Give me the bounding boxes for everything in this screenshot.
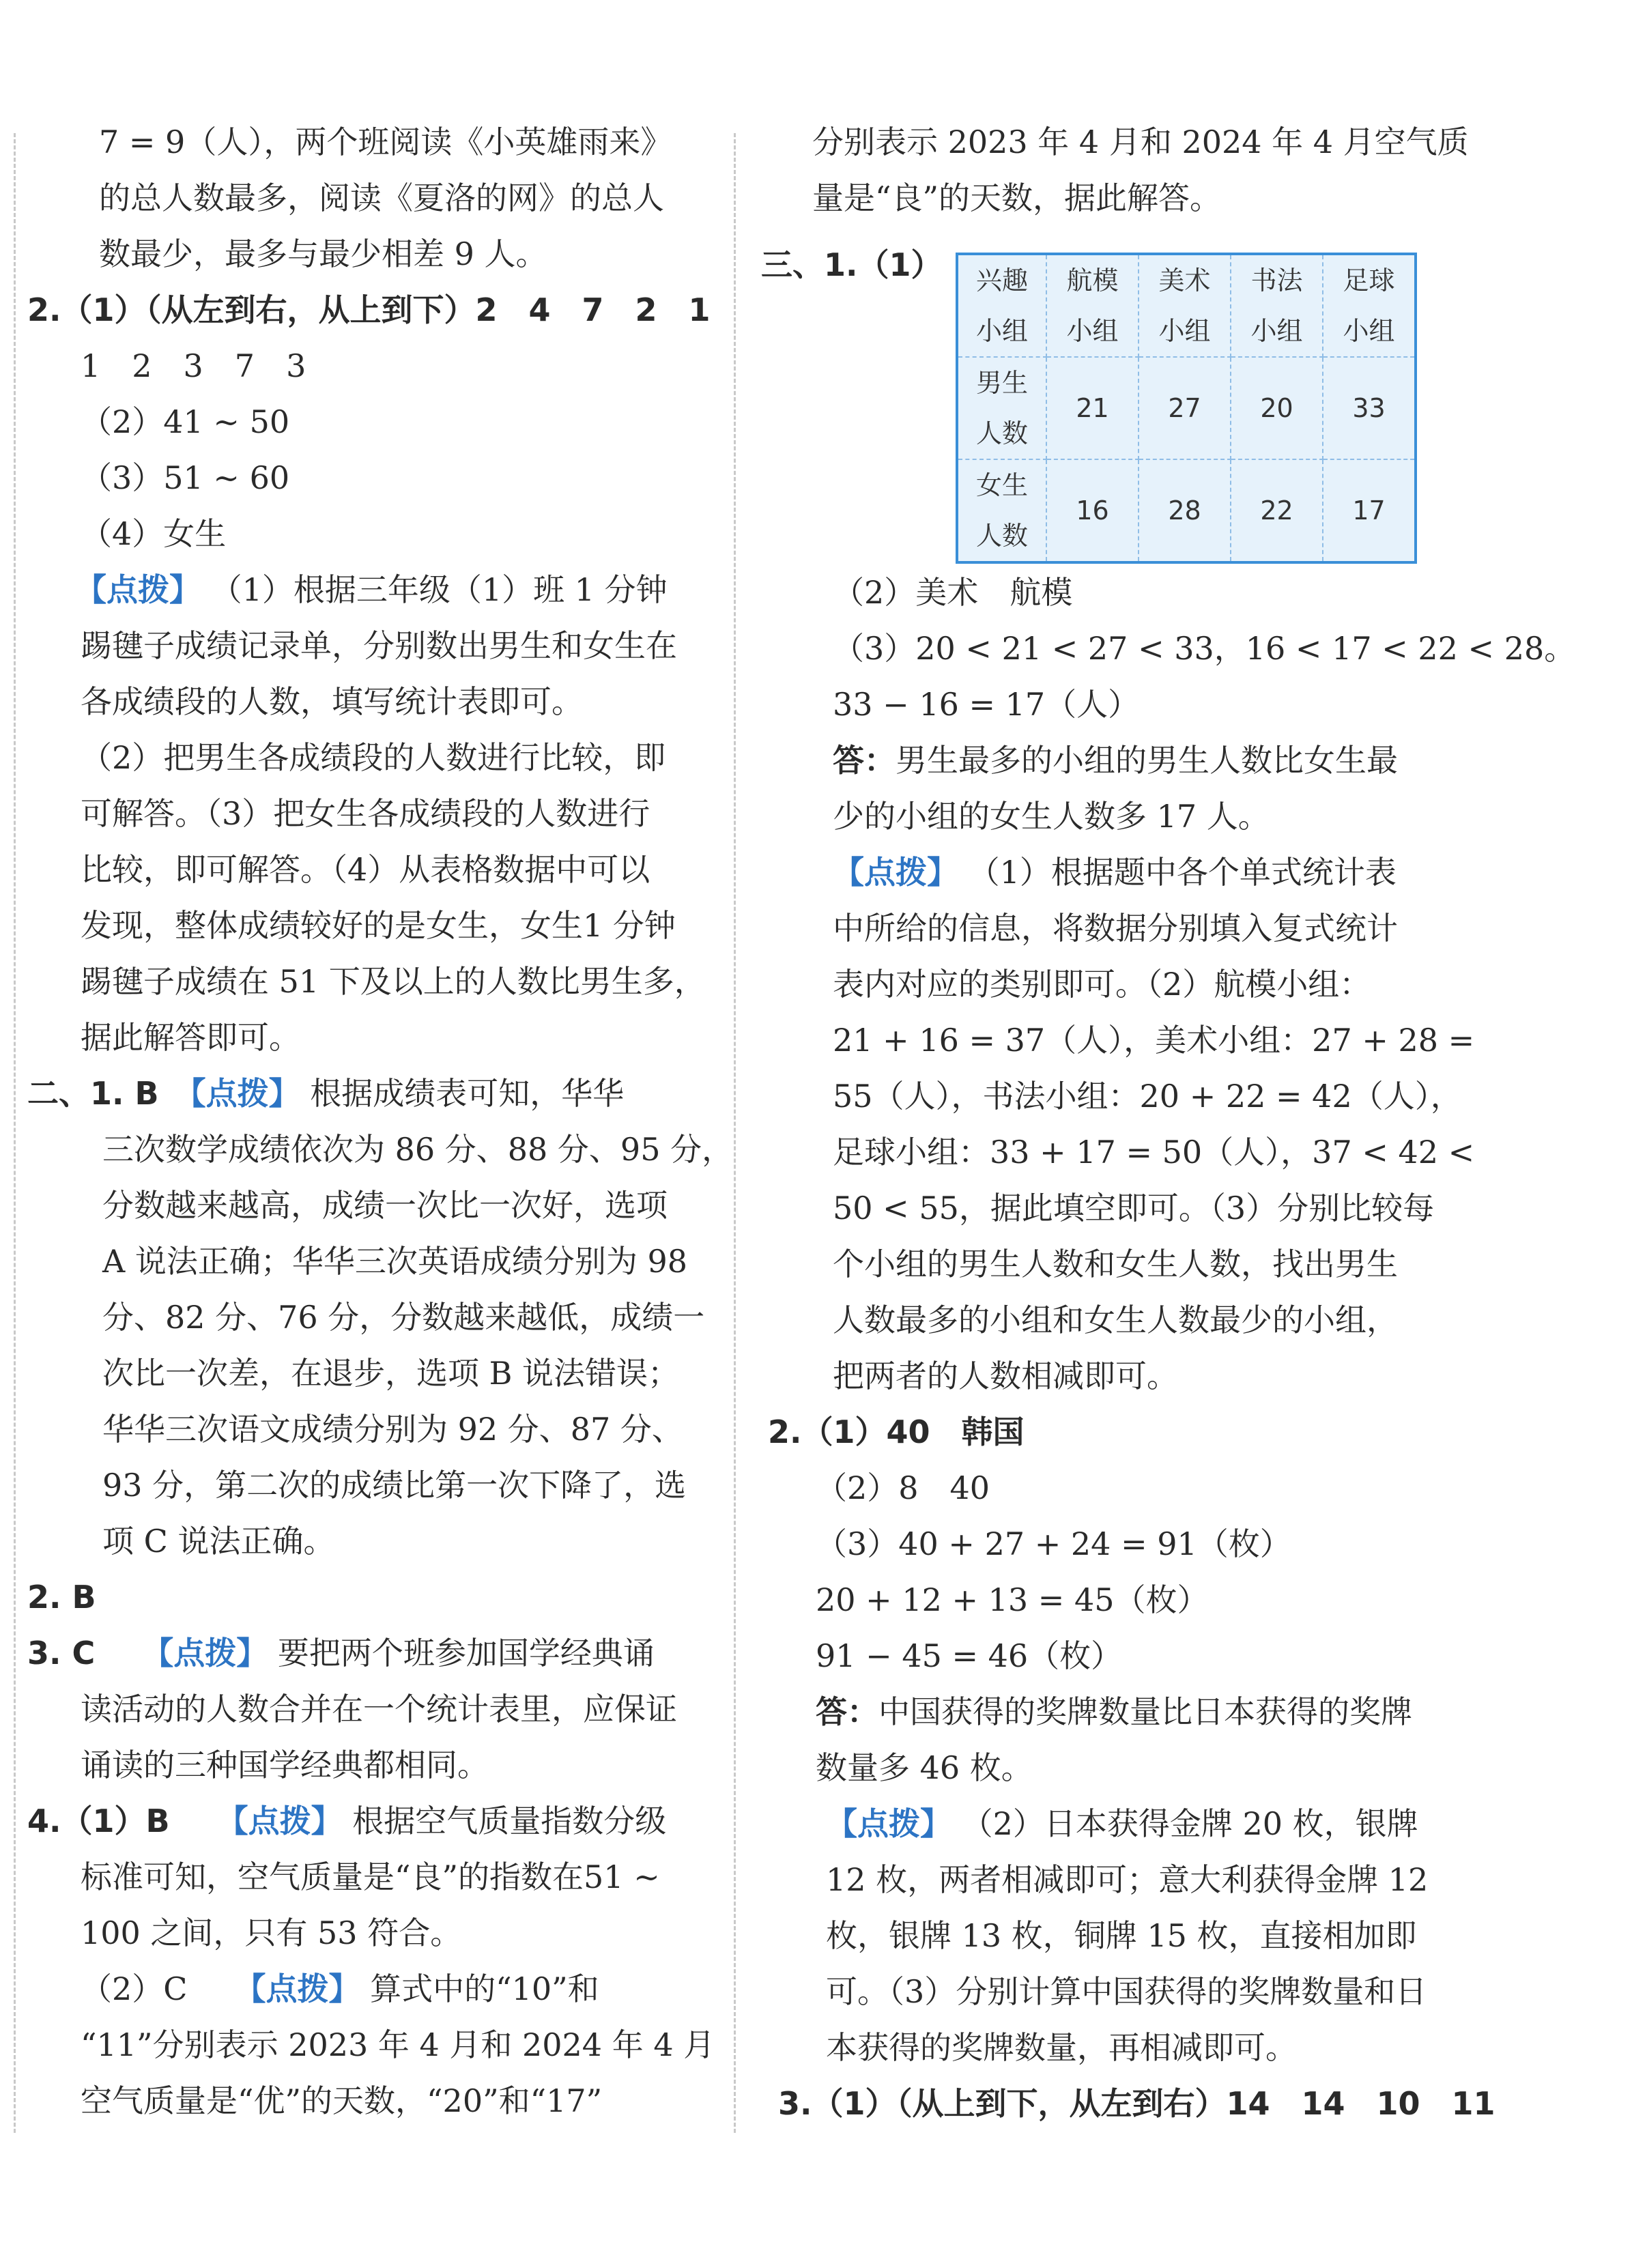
- text-span: （1）根据题中各个单式统计表: [968, 854, 1397, 891]
- text-line: （2）把男生各成绩段的人数进行比较，即: [81, 739, 666, 776]
- hint-label: 【点拨】: [190, 1075, 300, 1112]
- question-2-part-2: （2）41 ~ 50: [81, 403, 290, 440]
- table-cell: 16: [1046, 459, 1139, 562]
- text-span: 中国获得的奖牌数量比日本获得的奖牌: [878, 1693, 1412, 1730]
- table-cell: 17: [1323, 459, 1416, 562]
- text-span: （2）日本获得金牌 20 枚，银牌: [961, 1805, 1418, 1842]
- text-span: 算式中的“10”和: [370, 1970, 599, 2007]
- table-header-row: [957, 254, 1416, 357]
- text-line: 的总人数最多，阅读《夏洛的网》的总人: [99, 180, 664, 216]
- text-line: 枚，银牌 13 枚，铜牌 15 枚，直接相加即: [826, 1917, 1417, 1954]
- hint-label: 【点拨】: [158, 1635, 268, 1671]
- answer-label: 答：: [816, 1693, 878, 1730]
- text-line: 100 之间，只有 53 符合。: [81, 1914, 462, 1951]
- text-line: 三次数学成绩依次为 86 分、88 分、95 分，: [102, 1131, 734, 1168]
- table-cell: 27: [1139, 357, 1231, 459]
- table-header-cell: 航模 小组: [1046, 254, 1139, 357]
- text-line: 次比一次差，在退步，选项 B 说法错误；: [102, 1355, 680, 1392]
- text-line: 少的小组的女生人数多 17 人。: [833, 798, 1270, 835]
- hint-paragraph-line: [833, 854, 1397, 891]
- hint-label: 【点拨】: [826, 1805, 951, 1842]
- section-3-question-3: 3.（1）（从上到下，从左到右）14 14 10 11: [778, 2085, 1495, 2122]
- text-line: 7 = 9（人），两个班阅读《小英雄雨来》: [99, 124, 672, 160]
- text-line: 据此解答即可。: [81, 1019, 300, 1056]
- question-2-part-3: （3）40 + 27 + 24 = 91（枚）: [816, 1525, 1291, 1562]
- answer-label: 答：: [833, 742, 896, 779]
- text-line: 分别表示 2023 年 4 月和 2024 年 4 月空气质: [812, 124, 1469, 160]
- answer-label: 3. C: [27, 1635, 96, 1671]
- text-line: 数量多 46 枚。: [816, 1749, 1033, 1786]
- text-line: 踢毽子成绩记录单，分别数出男生和女生在: [81, 627, 677, 664]
- table-row-label: 女生 人数: [957, 459, 1046, 562]
- hint-label: 【点拨】: [250, 1970, 360, 2007]
- text-line: 数最少，最多与最少相差 9 人。: [99, 235, 547, 272]
- interest-group-table: [956, 253, 1417, 564]
- text-line: 诵读的三种国学经典都相同。: [81, 1747, 489, 1783]
- table-header-cell: 足球 小组: [1323, 254, 1416, 357]
- table-cell: 21: [1046, 357, 1139, 459]
- answer-line: [816, 1693, 1412, 1730]
- text-line: 标准可知，空气质量是“良”的指数在51 ~: [81, 1858, 660, 1895]
- text-line: 比较，即可解答。（4）从表格数据中可以: [81, 851, 650, 888]
- text-line: 读活动的人数合并在一个统计表里，应保证: [81, 1691, 677, 1727]
- hint-paragraph-line: [75, 571, 668, 608]
- text-line: 各成绩段的人数，填写统计表即可。: [81, 683, 583, 720]
- table-row: [957, 357, 1416, 459]
- text-line: 93 分，第二次的成绩比第一次下降了，选: [102, 1467, 687, 1504]
- text-span: （1）根据三年级（1）班 1 分钟: [210, 571, 668, 608]
- question-2-part-1: 2.（1）（从左到右，从上到下）2 4 7 2 1: [27, 291, 711, 328]
- text-line: 表内对应的类别即可。（2）航模小组：: [833, 966, 1371, 1003]
- table-cell: 28: [1139, 459, 1231, 562]
- text-line: 50 < 55，据此填空即可。（3）分别比较每: [833, 1190, 1435, 1226]
- section-2-question-4: [27, 1805, 666, 1837]
- left-column-divider: [14, 133, 16, 2133]
- section-3-question-2: 2.（1）40 韩国: [768, 1413, 1025, 1450]
- text-line: 本获得的奖牌数量，再相减即可。: [826, 2029, 1297, 2066]
- question-2-part-3: （3）51 ~ 60: [81, 459, 290, 496]
- text-span: 要把两个班参加国学经典诵: [277, 1635, 655, 1671]
- answer-line: [833, 742, 1398, 779]
- text-span: 男生最多的小组的男生人数比女生最: [896, 742, 1398, 779]
- table-cell: 33: [1323, 357, 1416, 459]
- hint-label: 【点拨】: [232, 1803, 343, 1839]
- text-line: 21 + 16 = 37（人），美术小组：27 + 28 =: [833, 1022, 1475, 1059]
- text-span: 根据成绩表可知，华华: [310, 1075, 625, 1112]
- text-line: 33 − 16 = 17（人）: [833, 686, 1140, 723]
- text-line: 1 2 3 7 3: [81, 347, 306, 384]
- text-line: 12 枚，两者相减即可；意大利获得金牌 12: [826, 1861, 1429, 1898]
- hint-paragraph-line: [826, 1805, 1418, 1842]
- hint-label: 【点拨】: [833, 854, 958, 891]
- question-2-part-2: （2）8 40: [816, 1469, 990, 1506]
- answer-label: 4.（1）B: [27, 1803, 170, 1839]
- table-header-cell: 美术 小组: [1139, 254, 1231, 357]
- table-row-label: 男生 人数: [957, 357, 1046, 459]
- text-line: 分、82 分、76 分，分数越来越低，成绩一: [102, 1299, 705, 1336]
- text-line: [81, 1970, 599, 2007]
- text-line: 量是“良”的天数，据此解答。: [812, 180, 1222, 216]
- question-1-part-2: （2）美术 航模: [833, 574, 1073, 611]
- question-2-part-4: （4）女生: [81, 515, 227, 552]
- text-span: 根据空气质量指数分级: [352, 1803, 667, 1839]
- table-cell: 22: [1231, 459, 1323, 562]
- table-header-cell: 兴趣 小组: [957, 254, 1046, 357]
- text-line: 分数越来越高，成绩一次比一次好，选项: [102, 1187, 668, 1224]
- question-1-part-3: （3）20 < 21 < 27 < 33，16 < 17 < 22 < 28。: [833, 630, 1576, 667]
- text-line: A 说法正确；华华三次英语成绩分别为 98: [102, 1243, 687, 1280]
- text-line: 20 + 12 + 13 = 45（枚）: [816, 1581, 1209, 1618]
- text-line: 把两者的人数相减即可。: [833, 1358, 1178, 1394]
- text-line: 踢毽子成绩在 51 下及以上的人数比男生多，: [81, 963, 706, 1000]
- section-2-question-2: 2. B: [27, 1579, 96, 1616]
- text-line: 项 C 说法正确。: [102, 1523, 335, 1560]
- text-line: 中所给的信息，将数据分别填入复式统计: [833, 910, 1398, 947]
- text-line: 可解答。（3）把女生各成绩段的人数进行: [81, 795, 650, 832]
- section-3-question-1: 三、1.（1）: [761, 246, 943, 283]
- text-line: 人数最多的小组和女生人数最少的小组，: [833, 1302, 1398, 1338]
- center-column-divider: [734, 133, 736, 2133]
- text-line: 91 − 45 = 46（枚）: [816, 1637, 1123, 1674]
- table-row: [957, 459, 1416, 562]
- text-line: 可。（3）分别计算中国获得的奖牌数量和日: [826, 1973, 1427, 2010]
- text-line: 足球小组：33 + 17 = 50（人），37 < 42 <: [833, 1134, 1475, 1171]
- hint-label: 【点拨】: [75, 571, 201, 608]
- table-cell: 20: [1231, 357, 1323, 459]
- answer-label: （2）C: [81, 1970, 188, 2007]
- answer-label: 二、1. B: [27, 1075, 159, 1112]
- section-2-question-3: [27, 1637, 655, 1669]
- text-line: 华华三次语文成绩分别为 92 分、87 分、: [102, 1411, 683, 1448]
- text-line: 个小组的男生人数和女生人数，找出男生: [833, 1246, 1398, 1282]
- table-header-cell: 书法 小组: [1231, 254, 1323, 357]
- text-line: “11”分别表示 2023 年 4 月和 2024 年 4 月: [81, 2026, 715, 2063]
- section-2-question-1: [27, 1075, 625, 1112]
- text-line: 空气质量是“优”的天数，“20”和“17”: [81, 2082, 603, 2119]
- text-line: 55（人），书法小组：20 + 22 = 42（人），: [833, 1078, 1462, 1115]
- text-line: 发现，整体成绩较好的是女生，女生1 分钟: [81, 907, 676, 944]
